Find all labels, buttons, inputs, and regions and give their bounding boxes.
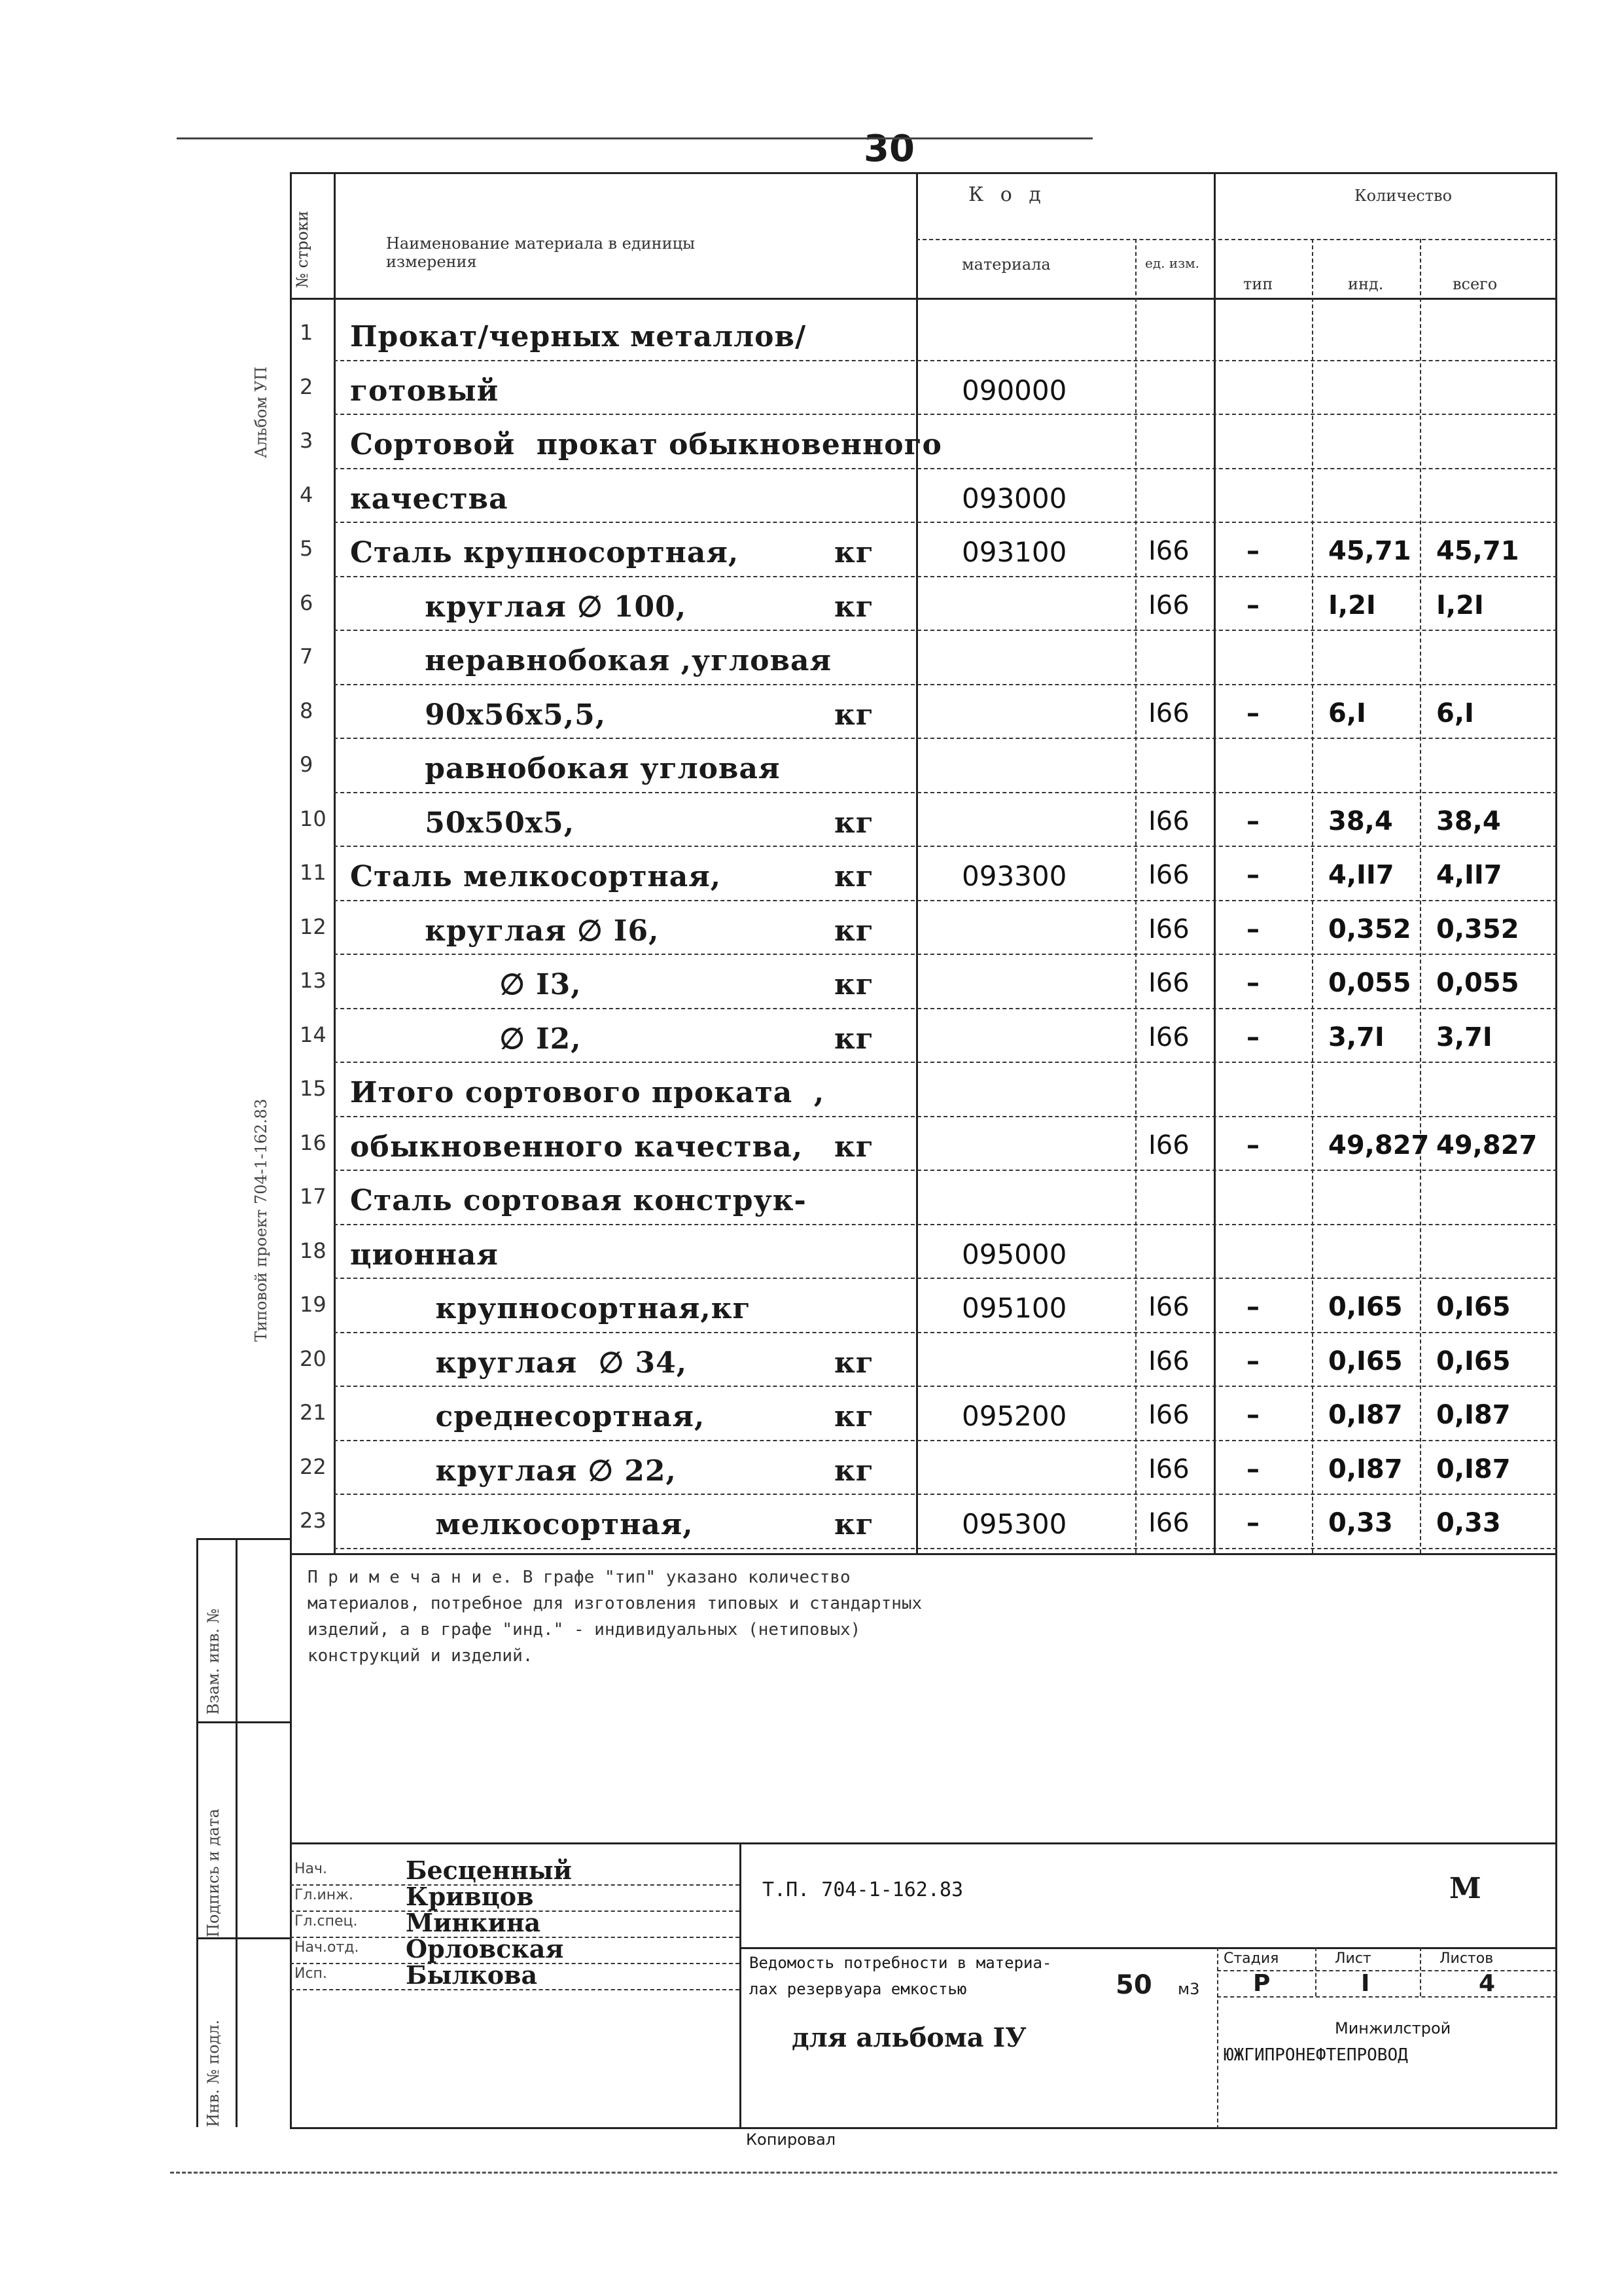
row-type: – xyxy=(1246,536,1260,566)
row-name: Прокат/черных металлов/ xyxy=(350,320,807,353)
row-n: 4 xyxy=(300,482,313,507)
row-n: 14 xyxy=(300,1022,327,1047)
row-divider xyxy=(334,576,1557,577)
row-total: 0,352 xyxy=(1436,914,1519,944)
row-code: 095300 xyxy=(962,1508,1067,1540)
row-code: 093100 xyxy=(962,536,1067,568)
row-ed: I66 xyxy=(1148,590,1190,620)
capacity-unit: м3 xyxy=(1178,1980,1200,1998)
row-divider xyxy=(334,1116,1557,1117)
row-divider xyxy=(334,900,1557,901)
side-label-vzam: Взам. инв. № xyxy=(204,1608,222,1715)
row-ind: 4,II7 xyxy=(1328,860,1394,890)
row-divider xyxy=(334,738,1557,739)
person-role: Гл.спец. xyxy=(294,1913,358,1929)
row-n: 6 xyxy=(300,590,313,615)
row-unit: кг xyxy=(834,1400,874,1433)
row-ind: 0,33 xyxy=(1328,1508,1393,1538)
scan-top-line xyxy=(177,137,1093,139)
row-n: 23 xyxy=(300,1508,327,1533)
row-total: 0,I87 xyxy=(1436,1400,1511,1430)
row-total: 4,II7 xyxy=(1436,860,1502,890)
table-bottom-line xyxy=(290,1553,1557,1555)
bottom-copied: Копировал xyxy=(746,2130,836,2149)
row-ed: I66 xyxy=(1148,1292,1190,1322)
row-divider xyxy=(334,954,1557,955)
row-ed: I66 xyxy=(1148,536,1190,566)
row-ind: 6,I xyxy=(1328,698,1366,728)
row-ed: I66 xyxy=(1148,1400,1190,1430)
row-name: 90х56х5,5, xyxy=(350,698,607,732)
row-name: готовый xyxy=(350,374,499,408)
row-n: 1 xyxy=(300,320,313,345)
desc-line-2: лах резервуара емкостью xyxy=(749,1980,967,1998)
row-ed: I66 xyxy=(1148,806,1190,836)
row-ed: I66 xyxy=(1148,1346,1190,1376)
row-unit: кг xyxy=(834,860,874,893)
row-divider xyxy=(334,1548,1557,1549)
row-total: I,2I xyxy=(1436,590,1484,620)
row-ed: I66 xyxy=(1148,968,1190,998)
row-n: 22 xyxy=(300,1454,327,1479)
row-n: 7 xyxy=(300,644,313,669)
row-n: 20 xyxy=(300,1346,327,1371)
header-qty-type: тип xyxy=(1243,275,1273,293)
row-name: неравнобокая ,угловая xyxy=(350,644,832,677)
row-ed: I66 xyxy=(1148,1130,1190,1160)
row-unit: кг xyxy=(834,1508,874,1541)
header-name: Наименование материала в единицы измерения xyxy=(386,234,696,271)
header-qty-total: всего xyxy=(1453,275,1498,293)
row-ind: I,2I xyxy=(1328,590,1376,620)
header-code-unit: ед. изм. xyxy=(1145,255,1200,271)
person-row-line xyxy=(290,1989,739,1990)
person-role: Нач. xyxy=(294,1861,328,1877)
row-unit: кг xyxy=(834,914,874,948)
row-unit: кг xyxy=(834,698,874,732)
row-unit: кг xyxy=(834,1454,874,1488)
desc-line-1: Ведомость потребности в материа- xyxy=(749,1954,1052,1972)
row-type: – xyxy=(1246,860,1260,890)
side-strip-line xyxy=(236,1538,238,2127)
row-ind: 0,I87 xyxy=(1328,1400,1403,1430)
row-ind: 0,I65 xyxy=(1328,1292,1403,1322)
side-strip-line xyxy=(196,1538,198,2127)
row-ed: I66 xyxy=(1148,1508,1190,1538)
title-block-divider xyxy=(1217,1947,1218,2129)
row-ed: I66 xyxy=(1148,1022,1190,1052)
row-ed: I66 xyxy=(1148,914,1190,944)
person-name: Былкова xyxy=(406,1960,538,1990)
row-type: – xyxy=(1246,806,1260,836)
row-divider xyxy=(334,522,1557,523)
person-role: Гл.инж. xyxy=(294,1887,353,1903)
row-name: ционная xyxy=(350,1238,499,1272)
row-name: Сталь сортовая конструк- xyxy=(350,1184,807,1217)
title-block-divider xyxy=(739,1842,741,2129)
doc-mark: М xyxy=(1449,1872,1481,1905)
row-unit: кг xyxy=(834,1130,874,1164)
person-name: Орловская xyxy=(406,1934,564,1964)
capacity: 50 xyxy=(1116,1970,1152,2000)
row-divider xyxy=(334,1494,1557,1495)
row-divider xyxy=(334,1008,1557,1009)
row-divider xyxy=(334,1224,1557,1225)
title-block-mid xyxy=(739,1947,1557,1949)
row-divider xyxy=(334,1062,1557,1063)
row-divider xyxy=(334,1332,1557,1333)
row-name: ∅ I2, xyxy=(350,1022,582,1056)
side-label-project: Типовой проект 704-1-162.83 xyxy=(252,1098,270,1342)
row-n: 13 xyxy=(300,968,327,993)
row-n: 16 xyxy=(300,1130,327,1155)
row-code: 093300 xyxy=(962,860,1067,892)
col-line-name xyxy=(916,172,918,1553)
row-unit: кг xyxy=(834,1346,874,1380)
row-total: 0,33 xyxy=(1436,1508,1501,1538)
row-n: 9 xyxy=(300,752,313,777)
sheet-label: Лист xyxy=(1335,1950,1371,1967)
row-unit: кг xyxy=(834,1022,874,1056)
row-divider xyxy=(334,468,1557,469)
row-total: 38,4 xyxy=(1436,806,1501,836)
row-name: круглая ∅ 34, xyxy=(350,1346,688,1380)
row-total: 0,055 xyxy=(1436,968,1519,998)
row-divider xyxy=(334,1278,1557,1279)
row-ind: 49,827 xyxy=(1328,1130,1430,1160)
col-line-n xyxy=(334,172,336,1553)
side-label-sign: Подпись и дата xyxy=(204,1808,222,1937)
row-code: 090000 xyxy=(962,374,1067,406)
note-text: П р и м е ч а н и е. В графе "тип" указано количество материалов, потребное для изготовления типовых и стандартных изделий, а в графе "инд." - индивидуальных (нетиповых) конструкций и изделий. xyxy=(308,1568,923,1666)
header-row-no: № строки xyxy=(293,211,311,288)
row-name: ∅ I3, xyxy=(350,968,582,1001)
side-label-album: Альбом УП xyxy=(252,367,270,458)
row-divider xyxy=(334,846,1557,847)
row-total: 45,71 xyxy=(1436,536,1519,566)
header-code-material: материала xyxy=(962,255,1051,274)
row-n: 15 xyxy=(300,1076,327,1101)
row-ind: 45,71 xyxy=(1328,536,1411,566)
row-divider xyxy=(334,1170,1557,1171)
row-name: Сталь крупносортная, xyxy=(350,536,739,569)
row-total: 0,I65 xyxy=(1436,1346,1511,1376)
row-ind: 0,I65 xyxy=(1328,1346,1403,1376)
col-line-type xyxy=(1312,239,1313,1553)
row-type: – xyxy=(1246,1346,1260,1376)
row-ed: I66 xyxy=(1148,860,1190,890)
row-n: 18 xyxy=(300,1238,327,1263)
person-role: Нач.отд. xyxy=(294,1939,359,1956)
row-name: круглая ∅ 100, xyxy=(350,590,687,624)
row-type: – xyxy=(1246,1022,1260,1052)
row-code: 095100 xyxy=(962,1292,1067,1324)
row-total: 49,827 xyxy=(1436,1130,1538,1160)
col-line-code xyxy=(1135,239,1137,1553)
row-n: 19 xyxy=(300,1292,327,1317)
header-sub-line xyxy=(916,239,1557,240)
row-ed: I66 xyxy=(1148,1454,1190,1484)
row-total: 0,I65 xyxy=(1436,1292,1511,1322)
sheets-value: 4 xyxy=(1479,1970,1496,1997)
row-n: 11 xyxy=(300,860,327,885)
row-divider xyxy=(334,414,1557,415)
row-divider xyxy=(334,360,1557,361)
row-name: круглая ∅ 22, xyxy=(350,1454,677,1488)
title-block-top xyxy=(290,1842,1557,1844)
row-type: – xyxy=(1246,1454,1260,1484)
row-n: 5 xyxy=(300,536,313,561)
person-role: Исп. xyxy=(294,1965,327,1982)
row-name: равнобокая угловая xyxy=(350,752,781,785)
row-name: качества xyxy=(350,482,508,516)
row-n: 21 xyxy=(300,1400,327,1425)
row-n: 17 xyxy=(300,1184,327,1209)
row-code: 095200 xyxy=(962,1400,1067,1432)
row-total: 3,7I xyxy=(1436,1022,1492,1052)
row-divider xyxy=(334,1440,1557,1441)
row-total: 6,I xyxy=(1436,698,1474,728)
row-type: – xyxy=(1246,914,1260,944)
col-line-ed xyxy=(1214,172,1216,1553)
row-n: 10 xyxy=(300,806,327,831)
row-name: Сталь мелкосортная, xyxy=(350,860,722,893)
row-n: 12 xyxy=(300,914,327,939)
row-type: – xyxy=(1246,1400,1260,1430)
stage-label: Стадия xyxy=(1224,1950,1279,1967)
desc-line-3: для альбома IУ xyxy=(792,2022,1027,2053)
row-name: среднесортная, xyxy=(350,1400,705,1433)
row-ind: 0,I87 xyxy=(1328,1454,1403,1484)
page-number: 30 xyxy=(864,128,915,170)
title-block-divider xyxy=(1315,1947,1316,1996)
person-name: Минкина xyxy=(406,1908,541,1937)
row-name: 50х50х5, xyxy=(350,806,575,840)
row-unit: кг xyxy=(834,806,874,840)
row-ind: 0,055 xyxy=(1328,968,1411,998)
row-code: 093000 xyxy=(962,482,1067,514)
row-unit: кг xyxy=(834,536,874,569)
row-name: крупносортная,кг xyxy=(350,1292,751,1325)
row-divider xyxy=(334,1386,1557,1387)
row-divider xyxy=(334,792,1557,793)
row-divider xyxy=(334,684,1557,685)
org-line-1: Минжилстрой xyxy=(1335,2019,1451,2037)
row-name: круглая ∅ I6, xyxy=(350,914,660,948)
side-label-inv: Инв. № подл. xyxy=(204,2019,222,2127)
org-line-2: ЮЖГИПРОНЕФТЕПРОВОД xyxy=(1224,2045,1408,2065)
row-name: Сортовой прокат обыкновенного xyxy=(350,428,942,461)
row-ind: 0,352 xyxy=(1328,914,1411,944)
sheet-value: I xyxy=(1361,1970,1370,1997)
col-line-ind xyxy=(1420,239,1421,1553)
row-unit: кг xyxy=(834,968,874,1001)
row-code: 095000 xyxy=(962,1238,1067,1270)
header-bottom-line xyxy=(290,298,1557,300)
row-type: – xyxy=(1246,968,1260,998)
row-divider xyxy=(334,630,1557,631)
row-type: – xyxy=(1246,1508,1260,1538)
row-type: – xyxy=(1246,1292,1260,1322)
row-name: мелкосортная, xyxy=(350,1508,694,1541)
doc-code: Т.П. 704-1-162.83 xyxy=(762,1878,964,1901)
side-strip-line xyxy=(196,1937,290,1939)
side-strip-line xyxy=(196,1721,290,1723)
person-name: Кривцов xyxy=(406,1882,534,1911)
stage-value: Р xyxy=(1253,1970,1271,1997)
header-code: К о д xyxy=(968,183,1046,206)
row-n: 3 xyxy=(300,428,313,453)
row-type: – xyxy=(1246,698,1260,728)
header-qty-ind: инд. xyxy=(1348,275,1384,293)
sheets-label: Листов xyxy=(1439,1950,1494,1967)
row-ind: 38,4 xyxy=(1328,806,1393,836)
header-quantity: Количество xyxy=(1354,187,1453,205)
row-name: Итого сортового проката , xyxy=(350,1076,825,1109)
row-ed: I66 xyxy=(1148,698,1190,728)
row-type: – xyxy=(1246,590,1260,620)
person-name: Бесценный xyxy=(406,1856,572,1885)
row-n: 2 xyxy=(300,374,313,399)
row-n: 8 xyxy=(300,698,313,723)
title-block-divider xyxy=(1420,1947,1421,1996)
row-unit: кг xyxy=(834,590,874,624)
row-name: обыкновенного качества, xyxy=(350,1130,803,1164)
row-total: 0,I87 xyxy=(1436,1454,1511,1484)
scan-bottom-line xyxy=(170,2172,1557,2174)
row-type: – xyxy=(1246,1130,1260,1160)
side-strip-line xyxy=(196,1538,290,1540)
row-ind: 3,7I xyxy=(1328,1022,1385,1052)
